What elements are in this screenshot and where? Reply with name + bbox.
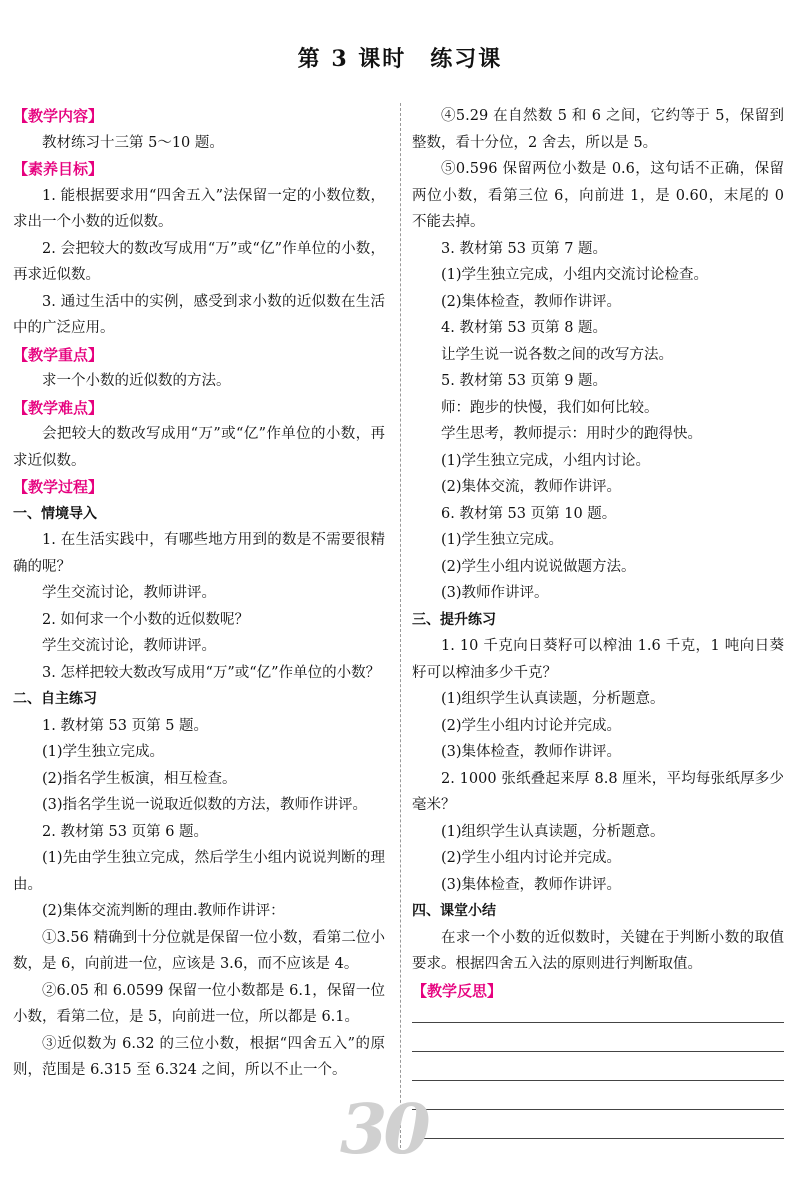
paragraph: 1. 在生活实践中，有哪些地方用到的数是不需要很精确的呢？ bbox=[13, 532, 385, 575]
column-divider bbox=[400, 103, 401, 1153]
paragraph: (2)学生小组内说说做题方法。 bbox=[441, 558, 636, 575]
paragraph: 教材练习十三第 5～10 题。 bbox=[42, 134, 224, 151]
section-heading: 【教学难点】 bbox=[13, 398, 104, 417]
paragraph: 求一个小数的近似数的方法。 bbox=[42, 373, 231, 389]
paragraph: 3. 怎样把较大数改写成用“万”或“亿”作单位的小数？ bbox=[42, 664, 381, 681]
paragraph: 3. 通过生活中的实例，感受到求小数的近似数在生活中的广泛应用。 bbox=[13, 293, 385, 336]
paragraph: 师：跑步的快慢，我们如何比较。 bbox=[441, 399, 659, 416]
paragraph: (2)集体交流判断的理由.教师作讲评： bbox=[42, 903, 285, 919]
section-heading: 【教学过程】 bbox=[13, 478, 104, 496]
section-heading: 【素养目标】 bbox=[13, 160, 104, 178]
paragraph: 学生交流讨论，教师讲评。 bbox=[42, 638, 216, 654]
paragraph: (2)学生小组内讨论并完成。 bbox=[441, 717, 622, 734]
writing-line bbox=[412, 1080, 784, 1081]
section-heading: 【教学内容】 bbox=[13, 107, 104, 125]
paragraph: (2)指名学生板演，相互检查。 bbox=[42, 770, 237, 787]
paragraph: (1)学生独立完成。 bbox=[441, 532, 564, 548]
page-number: 30 bbox=[340, 1090, 427, 1170]
paragraph: 会把较大的数改写成用“万”或“亿”作单位的小数，再求近似数。 bbox=[13, 426, 385, 469]
paragraph: (3)教师作讲评。 bbox=[441, 585, 549, 601]
subsection-heading: 二、自主练习 bbox=[13, 691, 97, 707]
paragraph: 2. 如何求一个小数的近似数呢？ bbox=[42, 611, 249, 628]
writing-line bbox=[412, 1022, 784, 1023]
subsection-heading: 三、提升练习 bbox=[412, 611, 496, 628]
paragraph: (1)组织学生认真读题，分析题意。 bbox=[441, 823, 665, 840]
paragraph: (1)学生独立完成。 bbox=[42, 744, 165, 760]
paragraph: (2)集体检查，教师作讲评。 bbox=[441, 293, 622, 310]
paragraph: 2. 教材第 53 页第 6 题。 bbox=[42, 823, 209, 840]
paragraph: ③近似数为 6.32 的三位小数，根据“四舍五入”的原则，范围是 6.315 至 6.324 之间，所以不止一个。 bbox=[13, 1035, 385, 1078]
paragraph: (3)指名学生说一说取近似数的方法，教师作讲评。 bbox=[42, 797, 368, 813]
writing-line bbox=[412, 1051, 784, 1052]
paragraph: 5. 教材第 53 页第 9 题。 bbox=[441, 373, 608, 389]
paragraph: 3. 教材第 53 页第 7 题。 bbox=[441, 240, 608, 257]
paragraph: 1. 教材第 53 页第 5 题。 bbox=[42, 717, 209, 734]
paragraph: (2)集体交流，教师作讲评。 bbox=[441, 479, 622, 495]
paragraph: ⑤0.596 保留两位小数是 0.6，这句话不正确，保留两位小数，看第三位 6，向前进 1，是 0.60，末尾的 0 不能去掉。 bbox=[412, 161, 784, 230]
page-title: 第 3 课时 练习课 bbox=[297, 46, 503, 72]
writing-line bbox=[412, 1138, 784, 1139]
paragraph: 在求一个小数的近似数时，关键在于判断小数的取值要求。根据四舍五入法的原则进行判断取值。 bbox=[412, 929, 784, 972]
paragraph: 学生思考，教师提示：用时少的跑得快。 bbox=[441, 426, 702, 442]
paragraph: (1)学生独立完成，小组内交流讨论检查。 bbox=[441, 267, 709, 283]
paragraph: ④5.29 在自然数 5 和 6 之间，它约等于 5，保留到整数，看十分位，2 舍去，所以是 5。 bbox=[412, 108, 784, 151]
paragraph: ②6.05 和 6.0599 保留一位小数都是 6.1，保留一位小数，看第二位，是 5，向前进一位，所以都是 6.1。 bbox=[13, 982, 385, 1025]
paragraph: (2)学生小组内讨论并完成。 bbox=[441, 850, 622, 866]
paragraph: 2. 会把较大的数改写成用“万”或“亿”作单位的小数，再求近似数。 bbox=[13, 240, 385, 283]
paragraph: (1)先由学生独立完成，然后学生小组内说说判断的理由。 bbox=[13, 850, 385, 893]
paragraph: 学生交流讨论，教师讲评。 bbox=[42, 585, 216, 601]
paragraph: 1. 能根据要求用“四舍五入”法保留一定的小数位数，求出一个小数的近似数。 bbox=[13, 187, 385, 230]
paragraph: 4. 教材第 53 页第 8 题。 bbox=[441, 320, 608, 336]
paragraph: (3)集体检查，教师作讲评。 bbox=[441, 744, 622, 760]
reflection-writing-lines bbox=[412, 1022, 784, 1139]
paragraph: 6. 教材第 53 页第 10 题。 bbox=[441, 505, 617, 522]
paragraph: (3)集体检查，教师作讲评。 bbox=[441, 876, 622, 893]
subsection-heading: 四、课堂小结 bbox=[412, 903, 496, 919]
subsection-heading: 一、情境导入 bbox=[13, 505, 97, 522]
section-heading: 【教学重点】 bbox=[13, 345, 104, 364]
paragraph: 让学生说一说各数之间的改写方法。 bbox=[441, 346, 673, 363]
left-column bbox=[13, 103, 385, 1084]
paragraph: ①3.56 精确到十分位就是保留一位小数，看第二位小数，是 6，向前进一位，应该是 3.6，而不应该是 4。 bbox=[13, 929, 385, 972]
section-heading: 【教学反思】 bbox=[412, 981, 503, 1000]
right-column bbox=[412, 103, 784, 1167]
writing-line bbox=[412, 1109, 784, 1110]
paragraph: (1)组织学生认真读题，分析题意。 bbox=[441, 691, 665, 707]
paragraph: 2. 1000 张纸叠起来厚 8.8 厘米，平均每张纸厚多少毫米？ bbox=[412, 770, 784, 813]
paragraph: (1)学生独立完成，小组内讨论。 bbox=[441, 452, 651, 469]
paragraph: 1. 10 千克向日葵籽可以榨油 1.6 千克，1 吨向日葵籽可以榨油多少千克？ bbox=[412, 638, 784, 681]
